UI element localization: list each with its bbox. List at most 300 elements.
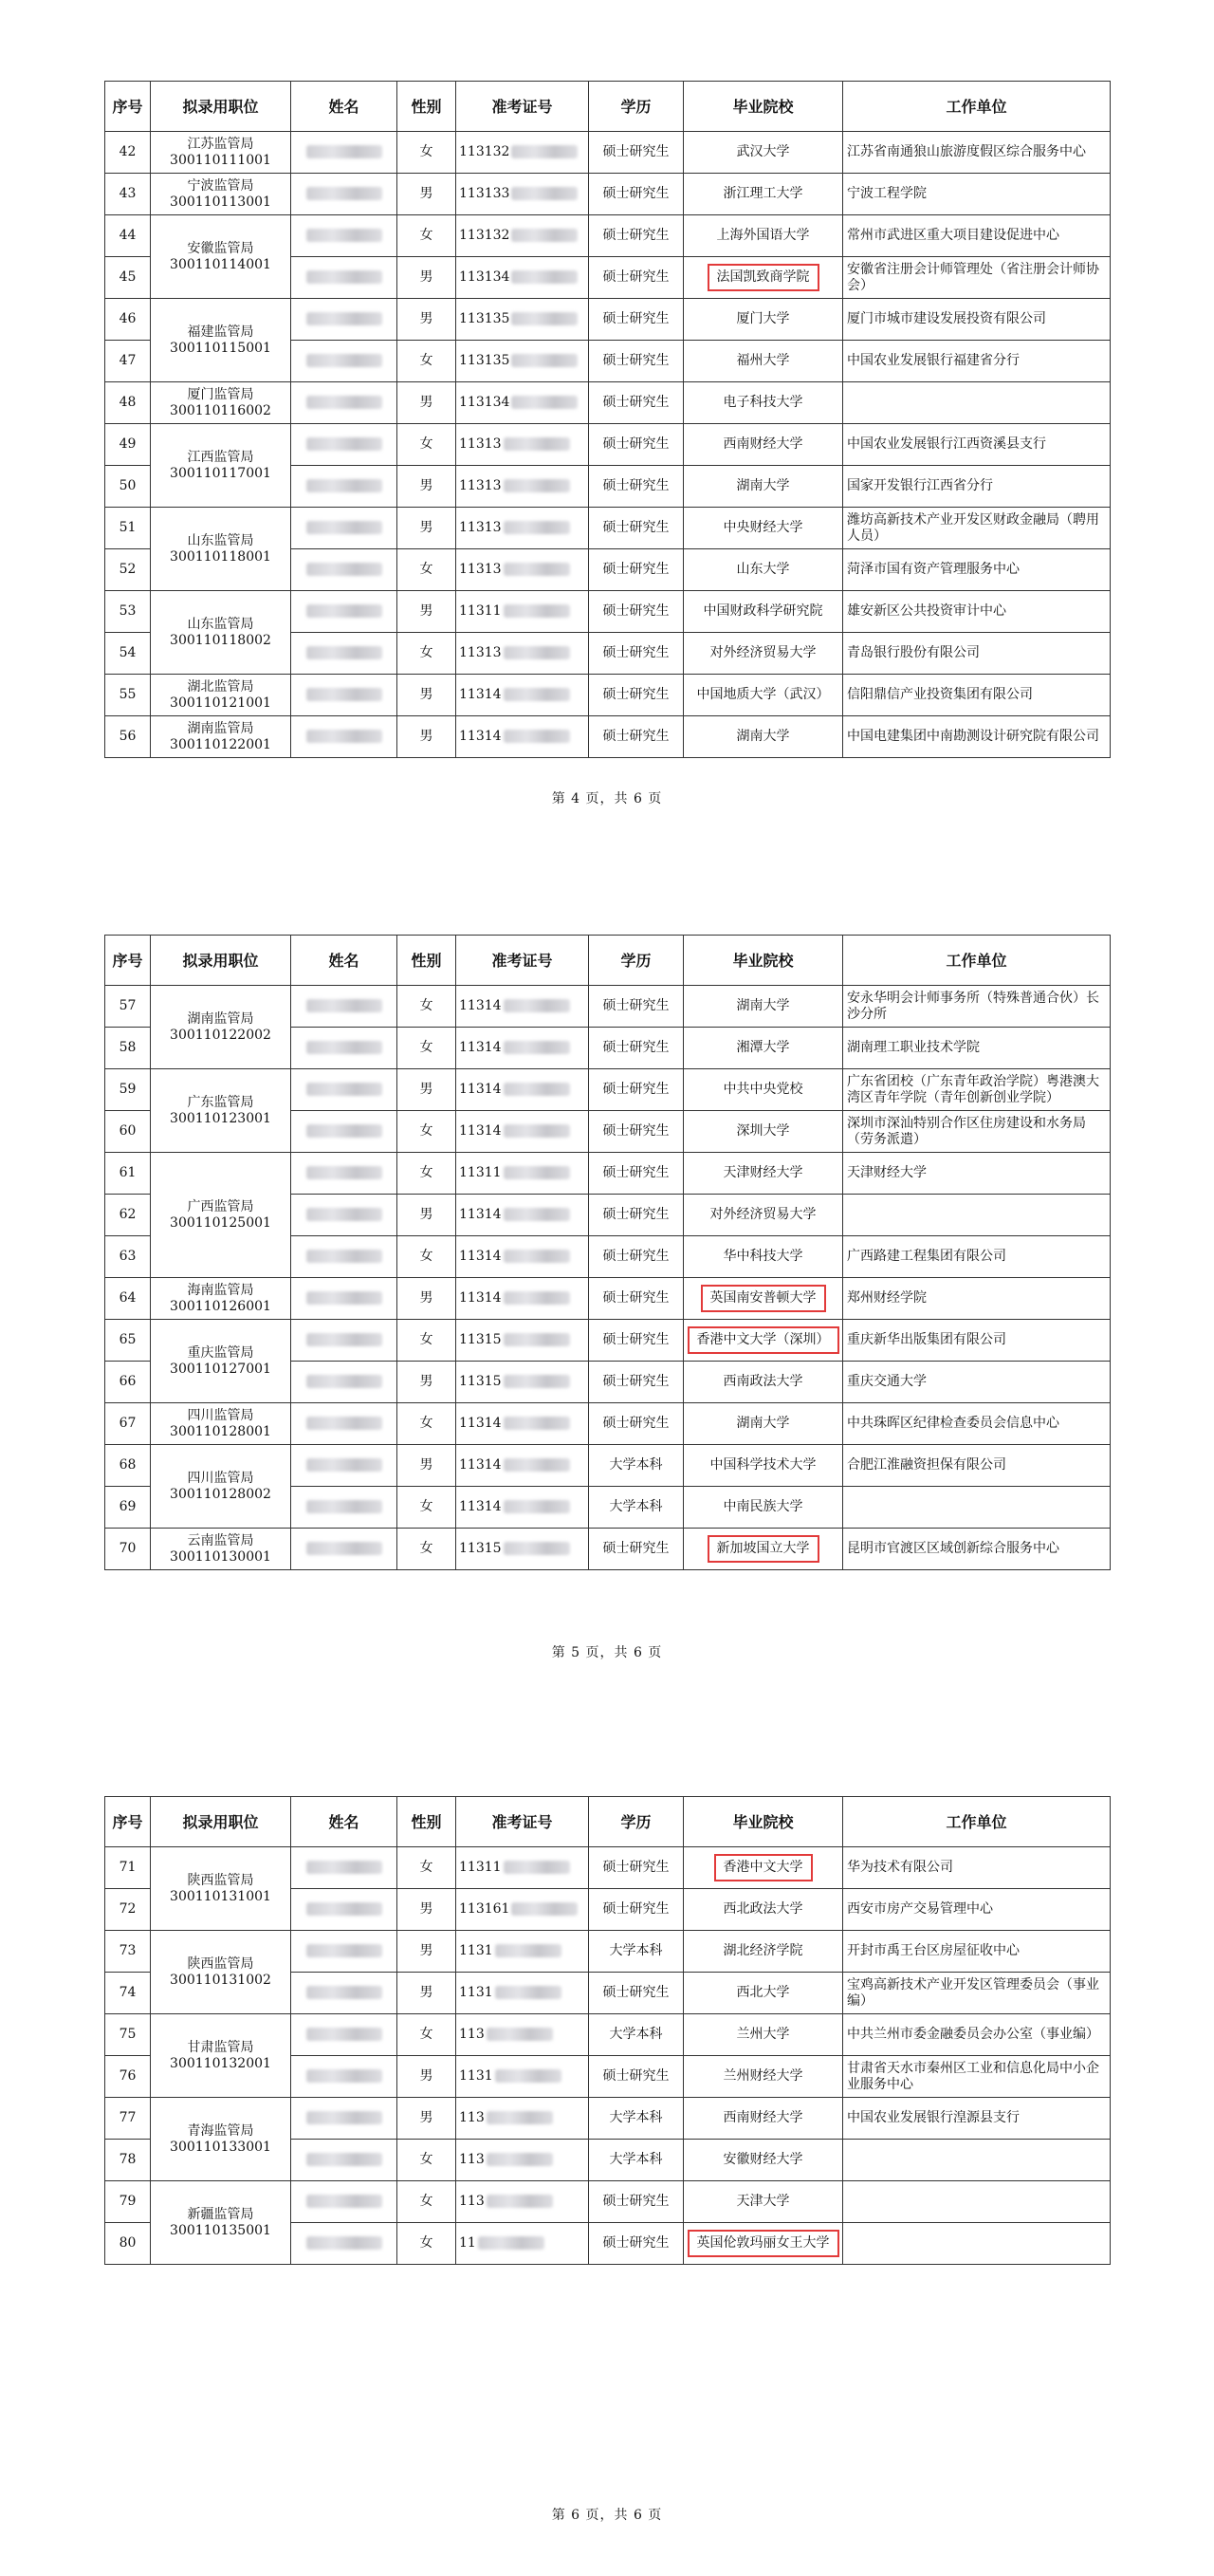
table-row <box>105 2098 1111 2140</box>
school-cell: 兰州大学 <box>684 2014 843 2056</box>
table-row <box>105 2014 1111 2056</box>
position-cell <box>151 215 291 299</box>
name-cell <box>291 382 397 424</box>
redacted-exam-number <box>487 2111 553 2124</box>
education-cell: 大学本科 <box>589 1487 684 1529</box>
gender-cell: 女 <box>397 424 456 466</box>
name-cell <box>291 1069 397 1111</box>
gender-cell: 女 <box>397 2223 456 2265</box>
position-code: 300110118001 <box>170 548 271 565</box>
redacted-name <box>306 1250 382 1263</box>
school-cell: 天津财经大学 <box>684 1153 843 1195</box>
position-cell <box>151 986 291 1069</box>
education-cell: 硕士研究生 <box>589 215 684 257</box>
position-code: 300110125001 <box>170 1214 271 1231</box>
redacted-name <box>306 1944 382 1957</box>
redacted-name <box>306 688 382 701</box>
redacted-name <box>306 312 382 325</box>
education-cell: 硕士研究生 <box>589 341 684 382</box>
name-cell <box>291 1320 397 1362</box>
gender-cell: 男 <box>397 508 456 549</box>
position-name: 宁波监管局 <box>187 177 254 194</box>
exam-number-prefix: 113 <box>459 2152 485 2167</box>
gender-cell: 男 <box>397 1069 456 1111</box>
redacted-exam-number <box>511 270 578 284</box>
gender-cell: 男 <box>397 591 456 633</box>
exam-number-prefix: 11315 <box>459 1332 502 1347</box>
position-cell <box>151 1847 291 1931</box>
education-cell: 硕士研究生 <box>589 1403 684 1445</box>
column-header: 拟录用职位 <box>151 1797 291 1847</box>
row-number: 62 <box>105 1195 151 1236</box>
position-code: 300110121001 <box>170 695 271 711</box>
exam-number-cell <box>456 424 589 466</box>
table-row <box>105 1153 1111 1195</box>
redacted-name <box>306 1902 382 1916</box>
position-name: 福建监管局 <box>187 324 254 340</box>
gender-cell: 男 <box>397 1889 456 1931</box>
exam-number-prefix: 11315 <box>459 1541 502 1556</box>
position-cell <box>151 174 291 215</box>
name-cell <box>291 2056 397 2098</box>
row-number: 78 <box>105 2140 151 2181</box>
school-cell: 湖南大学 <box>684 986 843 1028</box>
education-cell: 硕士研究生 <box>589 299 684 341</box>
redacted-name <box>306 1458 382 1472</box>
position-code: 300110115001 <box>170 340 271 356</box>
work-unit-cell: 昆明市官渡区区域创新综合服务中心 <box>843 1529 1111 1570</box>
position-code: 300110116002 <box>170 402 271 418</box>
name-cell <box>291 716 397 758</box>
exam-number-cell <box>456 1973 589 2014</box>
exam-number-prefix: 113 <box>459 2110 485 2125</box>
row-number: 59 <box>105 1069 151 1111</box>
exam-number-prefix: 11 <box>459 2235 476 2251</box>
work-unit-cell: 中国农业发展银行福建省分行 <box>843 341 1111 382</box>
gender-cell: 女 <box>397 1320 456 1362</box>
work-unit-cell: 信阳鼎信产业投资集团有限公司 <box>843 675 1111 716</box>
redacted-exam-number <box>504 999 570 1012</box>
education-cell: 硕士研究生 <box>589 424 684 466</box>
exam-number-prefix: 11314 <box>459 998 502 1013</box>
exam-number-cell <box>456 1487 589 1529</box>
position-cell <box>151 591 291 675</box>
exam-number-cell <box>456 1362 589 1403</box>
work-unit-cell: 合肥江淮融资担保有限公司 <box>843 1445 1111 1487</box>
education-cell: 硕士研究生 <box>589 2223 684 2265</box>
exam-number-prefix: 113 <box>459 2194 485 2209</box>
position-code: 300110130001 <box>170 1548 271 1565</box>
redacted-exam-number <box>504 1861 570 1874</box>
school-cell: 山东大学 <box>684 549 843 591</box>
highlighted-school: 英国南安普顿大学 <box>701 1285 826 1312</box>
redacted-name <box>306 270 382 284</box>
position-code: 300110128002 <box>170 1486 271 1502</box>
school-cell: 浙江理工大学 <box>684 174 843 215</box>
row-number: 45 <box>105 257 151 299</box>
school-cell: 厦门大学 <box>684 299 843 341</box>
exam-number-prefix: 113135 <box>459 353 510 368</box>
row-number: 64 <box>105 1278 151 1320</box>
position-code: 300110113001 <box>170 194 271 210</box>
exam-number-prefix: 11311 <box>459 1860 502 1875</box>
exam-number-cell <box>456 341 589 382</box>
table-row <box>105 174 1111 215</box>
work-unit-cell: 青岛银行股份有限公司 <box>843 633 1111 675</box>
name-cell <box>291 1362 397 1403</box>
redacted-exam-number <box>504 1375 570 1388</box>
row-number: 44 <box>105 215 151 257</box>
row-number: 52 <box>105 549 151 591</box>
exam-number-prefix: 11314 <box>459 1082 502 1097</box>
education-cell: 硕士研究生 <box>589 174 684 215</box>
exam-number-cell <box>456 2056 589 2098</box>
highlighted-school: 英国伦敦玛丽女王大学 <box>688 2230 839 2257</box>
exam-number-prefix: 113132 <box>459 144 510 159</box>
position-cell <box>151 675 291 716</box>
education-cell: 硕士研究生 <box>589 1847 684 1889</box>
position-cell <box>151 1069 291 1153</box>
position-cell <box>151 424 291 508</box>
school-cell: 中国财政科学研究院 <box>684 591 843 633</box>
education-cell: 硕士研究生 <box>589 1889 684 1931</box>
position-name: 陕西监管局 <box>187 1872 254 1888</box>
redacted-name <box>306 1291 382 1305</box>
column-header: 学历 <box>589 936 684 986</box>
position-name: 陕西监管局 <box>187 1955 254 1972</box>
name-cell <box>291 174 397 215</box>
work-unit-cell: 中共兰州市委金融委员会办公室（事业编） <box>843 2014 1111 2056</box>
school-cell: 天津大学 <box>684 2181 843 2223</box>
gender-cell: 男 <box>397 1195 456 1236</box>
table-row <box>105 382 1111 424</box>
highlighted-school: 香港中文大学（深圳） <box>688 1326 839 1354</box>
table-row <box>105 1320 1111 1362</box>
exam-number-prefix: 1131 <box>459 1985 493 2000</box>
exam-number-prefix: 11313 <box>459 520 502 535</box>
name-cell <box>291 466 397 508</box>
redacted-exam-number <box>504 437 570 451</box>
redacted-exam-number <box>504 604 570 618</box>
row-number: 66 <box>105 1362 151 1403</box>
gender-cell: 男 <box>397 1362 456 1403</box>
work-unit-cell: 天津财经大学 <box>843 1153 1111 1195</box>
school-cell <box>684 1320 843 1362</box>
gender-cell: 男 <box>397 174 456 215</box>
redacted-name <box>306 2195 382 2208</box>
redacted-exam-number <box>504 1291 570 1305</box>
page-footer: 第 6 页，共 6 页 <box>551 2508 663 2523</box>
school-cell: 福州大学 <box>684 341 843 382</box>
redacted-exam-number <box>504 479 570 492</box>
education-cell: 硕士研究生 <box>589 466 684 508</box>
row-number: 76 <box>105 2056 151 2098</box>
school-cell: 安徽财经大学 <box>684 2140 843 2181</box>
name-cell <box>291 1889 397 1931</box>
school-cell <box>684 1529 843 1570</box>
school-cell: 对外经济贸易大学 <box>684 633 843 675</box>
name-cell <box>291 986 397 1028</box>
page-footer: 第 4 页，共 6 页 <box>551 791 663 806</box>
redacted-exam-number <box>511 1902 578 1916</box>
position-code: 300110133001 <box>170 2139 271 2155</box>
school-cell: 电子科技大学 <box>684 382 843 424</box>
work-unit-cell <box>843 2181 1111 2223</box>
name-cell <box>291 633 397 675</box>
table-row <box>105 132 1111 174</box>
education-cell: 硕士研究生 <box>589 132 684 174</box>
redacted-exam-number <box>504 1166 570 1179</box>
row-number: 43 <box>105 174 151 215</box>
exam-number-prefix: 11314 <box>459 1290 502 1306</box>
column-header: 序号 <box>105 82 151 132</box>
exam-number-prefix: 11313 <box>459 436 502 452</box>
redacted-exam-number <box>487 2195 553 2208</box>
gender-cell: 男 <box>397 2056 456 2098</box>
position-name: 湖南监管局 <box>187 720 254 736</box>
redacted-exam-number <box>504 1208 570 1221</box>
name-cell <box>291 2140 397 2181</box>
table-row <box>105 424 1111 466</box>
school-cell: 湖南大学 <box>684 716 843 758</box>
work-unit-cell: 广西路建工程集团有限公司 <box>843 1236 1111 1278</box>
column-header: 姓名 <box>291 82 397 132</box>
education-cell: 硕士研究生 <box>589 1973 684 2014</box>
position-cell <box>151 508 291 591</box>
exam-number-prefix: 113161 <box>459 1901 510 1917</box>
education-cell: 硕士研究生 <box>589 257 684 299</box>
redacted-exam-number <box>504 1458 570 1472</box>
education-cell: 硕士研究生 <box>589 675 684 716</box>
work-unit-cell: 华为技术有限公司 <box>843 1847 1111 1889</box>
table-row <box>105 675 1111 716</box>
school-cell: 西南财经大学 <box>684 2098 843 2140</box>
redacted-name <box>306 2028 382 2041</box>
column-header: 准考证号 <box>456 1797 589 1847</box>
exam-number-cell <box>456 1278 589 1320</box>
position-name: 四川监管局 <box>187 1470 254 1486</box>
redacted-exam-number <box>487 2028 553 2041</box>
work-unit-cell: 深圳市深汕特别合作区住房建设和水务局（劳务派遣） <box>843 1111 1111 1153</box>
exam-number-prefix: 11314 <box>459 1499 502 1514</box>
work-unit-cell: 厦门市城市建设发展投资有限公司 <box>843 299 1111 341</box>
redacted-name <box>306 646 382 659</box>
position-name: 山东监管局 <box>187 616 254 632</box>
name-cell <box>291 2098 397 2140</box>
redacted-name <box>306 999 382 1012</box>
school-cell: 中共中央党校 <box>684 1069 843 1111</box>
position-name: 甘肃监管局 <box>187 2039 254 2055</box>
admission-table-page-4 <box>104 81 1111 758</box>
exam-number-cell <box>456 257 589 299</box>
position-code: 300110122002 <box>170 1027 271 1043</box>
position-cell <box>151 1278 291 1320</box>
row-number: 47 <box>105 341 151 382</box>
position-name: 山东监管局 <box>187 532 254 548</box>
position-code: 300110128001 <box>170 1423 271 1439</box>
name-cell <box>291 1973 397 2014</box>
redacted-name <box>306 2069 382 2083</box>
column-header: 准考证号 <box>456 82 589 132</box>
exam-number-prefix: 11314 <box>459 1457 502 1473</box>
table-row <box>105 716 1111 758</box>
gender-cell: 女 <box>397 1028 456 1069</box>
exam-number-prefix: 11313 <box>459 645 502 660</box>
exam-number-cell <box>456 591 589 633</box>
row-number: 57 <box>105 986 151 1028</box>
school-cell: 西北大学 <box>684 1973 843 2014</box>
redacted-exam-number <box>504 1542 570 1555</box>
gender-cell: 女 <box>397 986 456 1028</box>
education-cell: 大学本科 <box>589 1931 684 1973</box>
highlighted-school: 新加坡国立大学 <box>708 1535 819 1563</box>
exam-number-cell <box>456 1069 589 1111</box>
work-unit-cell: 甘肃省天水市秦州区工业和信息化局中小企业服务中心 <box>843 2056 1111 2098</box>
education-cell: 硕士研究生 <box>589 549 684 591</box>
position-cell <box>151 1445 291 1529</box>
redacted-name <box>306 187 382 200</box>
table-row <box>105 1931 1111 1973</box>
redacted-exam-number <box>511 187 578 200</box>
gender-cell: 男 <box>397 2098 456 2140</box>
row-number: 74 <box>105 1973 151 2014</box>
exam-number-cell <box>456 549 589 591</box>
exam-number-cell <box>456 1847 589 1889</box>
redacted-exam-number <box>478 2236 544 2250</box>
name-cell <box>291 508 397 549</box>
school-cell: 华中科技大学 <box>684 1236 843 1278</box>
column-header: 姓名 <box>291 1797 397 1847</box>
redacted-name <box>306 396 382 409</box>
position-code: 300110131002 <box>170 1972 271 1988</box>
exam-number-cell <box>456 2140 589 2181</box>
exam-number-cell <box>456 1931 589 1973</box>
name-cell <box>291 132 397 174</box>
school-cell <box>684 1847 843 1889</box>
exam-number-cell <box>456 1445 589 1487</box>
exam-number-prefix: 11311 <box>459 1165 502 1180</box>
work-unit-cell: 安徽省注册会计师管理处（省注册会计师协会） <box>843 257 1111 299</box>
column-header: 工作单位 <box>843 1797 1111 1847</box>
position-code: 300110114001 <box>170 256 271 272</box>
redacted-name <box>306 1375 382 1388</box>
redacted-name <box>306 1500 382 1513</box>
redacted-exam-number <box>504 1417 570 1430</box>
education-cell: 大学本科 <box>589 2014 684 2056</box>
position-name: 广西监管局 <box>187 1198 254 1214</box>
gender-cell: 女 <box>397 341 456 382</box>
work-unit-cell: 雄安新区公共投资审计中心 <box>843 591 1111 633</box>
redacted-exam-number <box>511 396 578 409</box>
column-header: 工作单位 <box>843 82 1111 132</box>
gender-cell: 女 <box>397 132 456 174</box>
row-number: 54 <box>105 633 151 675</box>
exam-number-prefix: 11314 <box>459 1416 502 1431</box>
exam-number-prefix: 11311 <box>459 603 502 619</box>
admission-table-page-5 <box>104 935 1111 1570</box>
table-row <box>105 1529 1111 1570</box>
name-cell <box>291 1111 397 1153</box>
gender-cell: 男 <box>397 675 456 716</box>
education-cell: 硕士研究生 <box>589 1278 684 1320</box>
position-cell <box>151 716 291 758</box>
name-cell <box>291 1847 397 1889</box>
position-name: 新疆监管局 <box>187 2206 254 2222</box>
school-cell <box>684 257 843 299</box>
education-cell: 硕士研究生 <box>589 1529 684 1570</box>
redacted-exam-number <box>487 2153 553 2166</box>
school-cell: 中央财经大学 <box>684 508 843 549</box>
exam-number-cell <box>456 986 589 1028</box>
school-cell: 对外经济贸易大学 <box>684 1195 843 1236</box>
education-cell: 硕士研究生 <box>589 1362 684 1403</box>
work-unit-cell: 中国农业发展银行湟源县支行 <box>843 2098 1111 2140</box>
school-cell: 深圳大学 <box>684 1111 843 1153</box>
redacted-name <box>306 437 382 451</box>
redacted-name <box>306 730 382 743</box>
position-code: 300110135001 <box>170 2222 271 2238</box>
exam-number-cell <box>456 1236 589 1278</box>
education-cell: 硕士研究生 <box>589 2181 684 2223</box>
position-code: 300110117001 <box>170 465 271 481</box>
table-row <box>105 1403 1111 1445</box>
table-row <box>105 299 1111 341</box>
work-unit-cell: 湖南理工职业技术学院 <box>843 1028 1111 1069</box>
column-header: 拟录用职位 <box>151 936 291 986</box>
column-header: 序号 <box>105 936 151 986</box>
name-cell <box>291 549 397 591</box>
column-header: 学历 <box>589 1797 684 1847</box>
column-header: 工作单位 <box>843 936 1111 986</box>
position-name: 湖南监管局 <box>187 1010 254 1027</box>
school-cell <box>684 2223 843 2265</box>
position-cell <box>151 382 291 424</box>
redacted-exam-number <box>504 688 570 701</box>
row-number: 49 <box>105 424 151 466</box>
redacted-name <box>306 1986 382 1999</box>
position-code: 300110127001 <box>170 1361 271 1377</box>
education-cell: 大学本科 <box>589 2140 684 2181</box>
exam-number-prefix: 1131 <box>459 2068 493 2084</box>
exam-number-cell <box>456 1889 589 1931</box>
education-cell: 大学本科 <box>589 2098 684 2140</box>
exam-number-cell <box>456 675 589 716</box>
exam-number-prefix: 113133 <box>459 186 510 201</box>
row-number: 53 <box>105 591 151 633</box>
exam-number-prefix: 113132 <box>459 228 510 243</box>
exam-number-cell <box>456 1153 589 1195</box>
exam-number-prefix: 11314 <box>459 729 502 744</box>
redacted-name <box>306 1417 382 1430</box>
exam-number-prefix: 113134 <box>459 395 510 410</box>
table-row <box>105 1278 1111 1320</box>
exam-number-cell <box>456 174 589 215</box>
exam-number-cell <box>456 215 589 257</box>
redacted-exam-number <box>495 2069 561 2083</box>
education-cell: 硕士研究生 <box>589 1195 684 1236</box>
school-cell: 湖北经济学院 <box>684 1931 843 1973</box>
work-unit-cell: 常州市武进区重大项目建设促进中心 <box>843 215 1111 257</box>
exam-number-cell <box>456 2223 589 2265</box>
redacted-name <box>306 354 382 367</box>
row-number: 42 <box>105 132 151 174</box>
redacted-name <box>306 1542 382 1555</box>
exam-number-prefix: 113135 <box>459 311 510 326</box>
work-unit-cell: 国家开发银行江西省分行 <box>843 466 1111 508</box>
work-unit-cell <box>843 2223 1111 2265</box>
exam-number-prefix: 113 <box>459 2027 485 2042</box>
gender-cell: 女 <box>397 1111 456 1153</box>
